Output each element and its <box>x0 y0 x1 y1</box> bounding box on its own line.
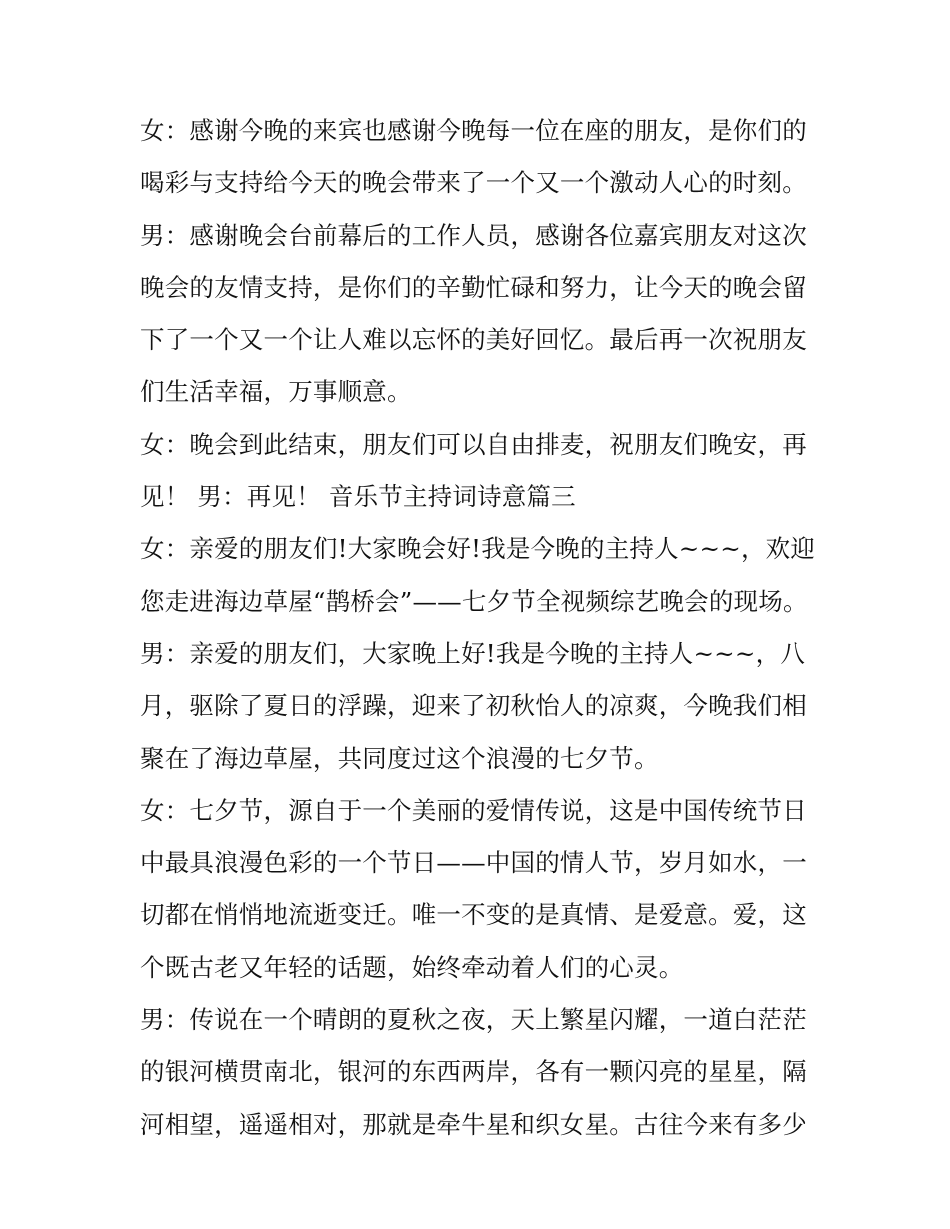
text-line: 河相望，遥遥相对，那就是牵牛星和织女星。古往今来有多少 <box>140 1109 807 1139</box>
text-line: 您走进海边草屋“鹊桥会”——七夕节全视频综艺晚会的现场。 <box>140 586 808 616</box>
text-line: 晚会的友情支持，是你们的辛勤忙碌和努力，让今天的晚会留 <box>140 272 807 302</box>
text-line: 男：亲爱的朋友们，大家晚上好!我是今晚的主持人~~~，八 <box>140 638 806 668</box>
text-line: 个既古老又年轻的话题，始终牵动着人们的心灵。 <box>140 952 684 982</box>
text-line: 男：传说在一个晴朗的夏秋之夜，天上繁星闪耀，一道白茫茫 <box>140 1005 807 1035</box>
text-line: 下了一个又一个让人难以忘怀的美好回忆。最后再一次祝朋友 <box>140 325 807 355</box>
text-line: 男：感谢晚会台前幕后的工作人员，感谢各位嘉宾朋友对这次 <box>140 220 807 250</box>
text-line: 见！ 男：再见！ 音乐节主持词诗意篇三 <box>140 482 576 512</box>
text-line: 月，驱除了夏日的浮躁，迎来了初秋怡人的凉爽，今晚我们相 <box>140 691 807 721</box>
text-line: 中最具浪漫色彩的一个节日——中国的情人节，岁月如水，一 <box>140 848 807 878</box>
text-line: 切都在悄悄地流逝变迁。唯一不变的是真情、是爱意。爱，这 <box>140 900 807 930</box>
text-line: 们生活幸福，万事顺意。 <box>140 377 412 407</box>
text-line: 喝彩与支持给今天的晚会带来了一个又一个激动人心的时刻。 <box>140 168 807 198</box>
text-line: 女：感谢今晚的来宾也感谢今晚每一位在座的朋友，是你们的 <box>140 116 807 145</box>
text-line: 女：晚会到此结束，朋友们可以自由排麦，祝朋友们晚安，再 <box>140 429 807 459</box>
document-body <box>140 105 820 1151</box>
text-line: 的银河横贯南北，银河的东西两岸，各有一颗闪亮的星星，隔 <box>140 1057 807 1087</box>
text-line: 女：亲爱的朋友们!大家晚会好!我是今晚的主持人~~~，欢迎 <box>140 534 816 564</box>
text-line: 女：七夕节，源自于一个美丽的爱情传说，这是中国传统节日 <box>140 795 807 825</box>
text-line: 聚在了海边草屋，共同度过这个浪漫的七夕节。 <box>140 743 659 773</box>
